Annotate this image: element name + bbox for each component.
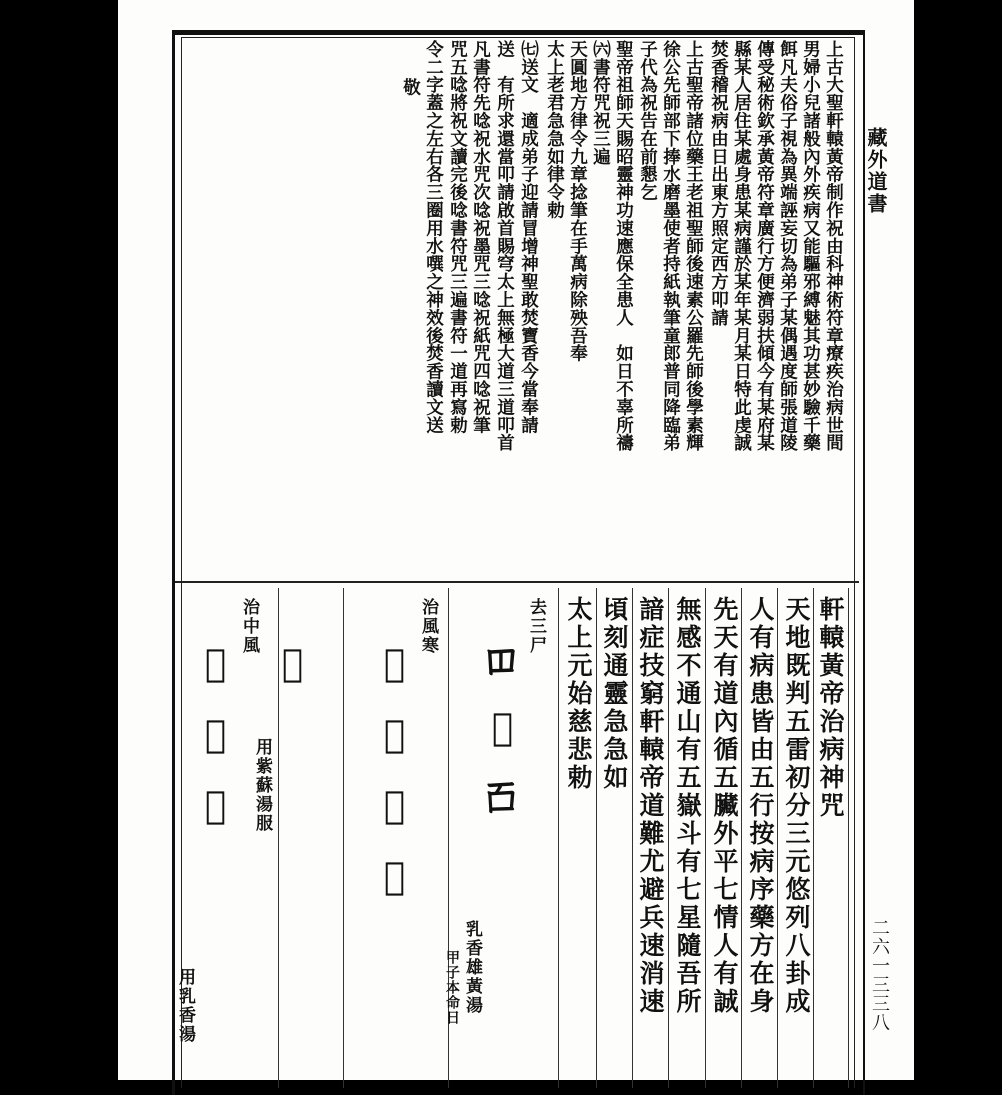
lower-text-column: 天地既判五雷初分三元悠列八卦成 xyxy=(782,596,811,1016)
lower-text-column: 太上元始慈悲勅 xyxy=(564,596,593,792)
lower-text-column: 無感不通山有五嶽斗有七星隨吾所 xyxy=(673,596,702,1016)
page-number: 二六一三三八 xyxy=(869,918,890,1032)
upper-text-column: ㈦送文 適成弟子迎請冒增神聖敢焚寶香今當奉請 xyxy=(518,40,539,434)
upper-text-column: 子代為祝告在前懇乞 xyxy=(637,40,658,202)
upper-text-column: 令二字蓋之左右各三圈用水噀之神效後焚香讀文送 xyxy=(423,40,444,434)
column-rule xyxy=(813,588,814,1088)
section-divider xyxy=(175,581,859,583)
upper-text-column: ㈥書符咒祝三遍 xyxy=(590,40,611,166)
upper-text-column: 傳受秘術欽承黃帝符章廣行方便濟弱扶傾今有某府某 xyxy=(754,40,775,452)
scanned-page xyxy=(118,0,914,1080)
lower-text-column: 人有病患皆由五行按病序藥方在身 xyxy=(746,596,775,1016)
upper-text-column: 敬 xyxy=(400,78,421,96)
column-rule xyxy=(632,588,633,1088)
talisman-note: 用紫蘇湯服 xyxy=(252,738,272,833)
upper-text-column: 縣某人居住某處身患某病謹於某年某月某日特此虔誠 xyxy=(731,40,752,452)
upper-text-column: 餌凡夫俗子視為異端誣妄切為弟子某偶遇度師張道陵 xyxy=(777,40,798,452)
upper-text-column: 太上老君急急如律令勅 xyxy=(544,40,565,219)
upper-text-column: 咒五唸將祝文讀完後唸書符咒三遍書符一道再寫勅 xyxy=(447,40,468,434)
upper-text-column: 凡書符先唸祝水咒次唸祝墨咒三唸祝紙咒四唸祝筆 xyxy=(470,40,491,434)
book-title: 藏外道書 xyxy=(864,127,888,215)
talisman-glyphs: 𫩒𫩓𫩔𫩕 xyxy=(373,640,416,924)
upper-text-column: 上古聖帝諸位藥王老祖聖師後速素公羅先師後學素輝 xyxy=(683,40,704,452)
talisman-note-secondary: 甲子本命日 xyxy=(444,950,460,1025)
upper-text-column: 送 有所求還當叩請啟首賜穹太上無極大道三道叩首 xyxy=(494,40,515,452)
talisman-label: 去三尸 xyxy=(526,598,546,655)
talisman-note: 乳香雄黃湯 xyxy=(462,920,482,1015)
talisman-note: 用乳香湯 xyxy=(175,968,195,1044)
column-rule xyxy=(596,588,597,1088)
column-rule xyxy=(705,588,706,1088)
talisman-label: 治中風 xyxy=(239,598,259,655)
upper-text-column: 天圓地方律令九章捻筆在手萬病除殃吾奉 xyxy=(567,40,588,363)
upper-text-column: 聖帝祖師天賜昭靈神功速應保全患人 如日不辜所禱 xyxy=(613,40,634,452)
lower-text-column: 軒轅黃帝治病神咒 xyxy=(816,596,845,820)
upper-text-column: 上古大聖軒轅黃帝制作祝由科神術符章療疾治病世間 xyxy=(823,40,844,452)
lower-text-column: 先天有道內循五臟外平七情人有誠 xyxy=(710,596,739,1016)
lower-text-column: 頃刻通靈急急如 xyxy=(600,596,629,792)
column-rule xyxy=(848,588,849,1088)
column-rule xyxy=(558,588,559,1088)
talisman-glyphs: 𫩏𫩐𫩑 xyxy=(481,640,524,839)
column-rule xyxy=(741,588,742,1088)
talisman-label: 治風寒 xyxy=(418,598,438,655)
column-rule xyxy=(777,588,778,1088)
upper-text-column: 焚香稽祝病由日出東方照定西方叩請 xyxy=(708,40,729,327)
talisman-glyphs: 𫩖 xyxy=(271,640,314,711)
upper-text-column: 男婦小兒諸般內外疾病又能驅邪縛魅其功甚妙驗千藥 xyxy=(800,40,821,452)
column-rule xyxy=(668,588,669,1088)
talisman-glyphs: 𫩗𫩘𫩙 xyxy=(194,640,237,853)
column-rule xyxy=(343,588,344,1088)
lower-text-column: 諳症技窮軒轅帝道難尤避兵速消速 xyxy=(636,596,665,1016)
upper-text-column: 徐公先師部下捧水磨墨使者持紙執筆童郎普同降臨弟 xyxy=(660,40,681,452)
